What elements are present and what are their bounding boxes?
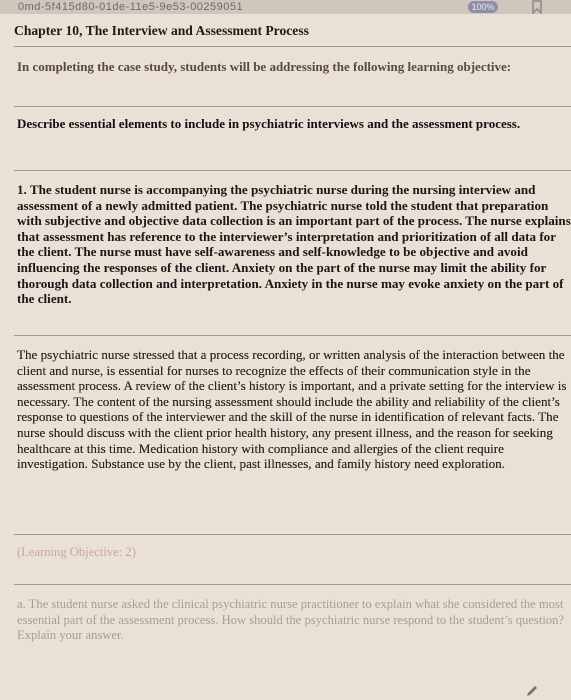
learning-objective-ref: (Learning Objective: 2) (17, 545, 136, 559)
pencil-icon[interactable] (525, 684, 539, 698)
learning-objective-text: Describe essential elements to include in psychiatric interviews and the assessment process. (17, 116, 521, 131)
divider (14, 170, 571, 171)
divider (14, 106, 571, 107)
objective-intro: In completing the case study, students will be addressing the following learning objective: (17, 59, 512, 74)
divider (14, 584, 571, 585)
divider (14, 46, 571, 47)
zoom-badge[interactable]: 100% (468, 1, 498, 13)
divider (14, 335, 571, 336)
document-page (14, 14, 571, 700)
top-strip (0, 0, 571, 14)
document-id: 0md-5f415d80-01de-11e5-9e53-00259051 (18, 1, 244, 13)
bookmark-icon[interactable] (530, 0, 544, 14)
chapter-title: Chapter 10, The Interview and Assessment Process (14, 23, 309, 38)
divider (14, 534, 571, 535)
question-a: a. The student nurse asked the clinical psychiatric nurse practitioner to explain what she considered the most essential part of the assessment process. How should the psychiatric nurse respond to the student’s question? Explain your answer. (17, 597, 565, 642)
case-paragraph-1: 1. The student nurse is accompanying the psychiatric nurse during the nursing interview and assessment of a newly admitted patient. The psychiatric nurse told the student that preparation with subjective and objective data collection is an important part of the process. The nurse explains that assessment has reference to the interviewer’s interpretation and prioritization of all data for the client. The nurse must have self-awareness and self-knowledge to be objective and avoid influencing the responses of the client. Anxiety on the part of the nurse may limit the ability for thorough data collection and interpretation. Anxiety in the nurse may evoke anxiety on the part of the client. (17, 182, 571, 307)
case-paragraph-2: The psychiatric nurse stressed that a process recording, or written analysis of the interaction between the client and nurse, is essential for nurses to recognize the effects of their communication style in the assessment process. A review of the client’s history is important, and a private setting for the interview is necessary. The content of the nursing assessment should include the ability and reliability of the client’s response to questions of the interviewer and the skill of the nurse in identification of relevant facts. The nurse should discuss with the client prior health history, any present illness, and the reason for seeking healthcare at this time. Medication history with compliance and allergies of the client require investigation. Substance use by the client, past illnesses, and family history need exploration. (17, 347, 567, 472)
